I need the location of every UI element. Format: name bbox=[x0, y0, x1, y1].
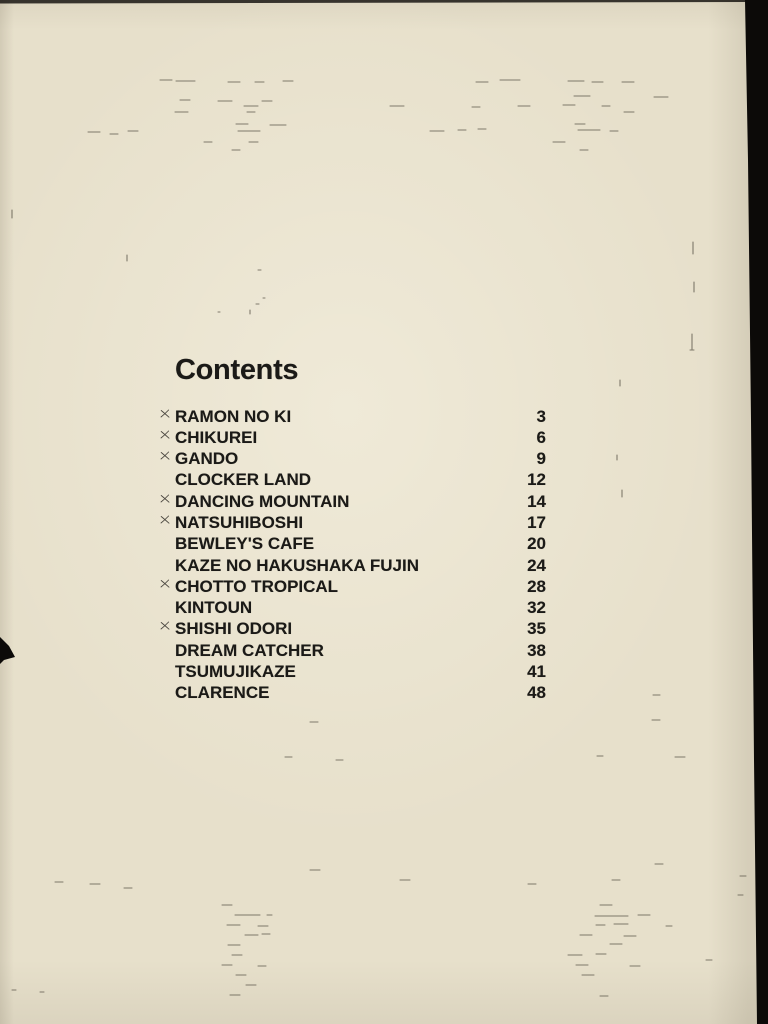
toc-entry bbox=[175, 512, 546, 533]
right-scan-edge-shadow bbox=[745, 0, 768, 1024]
entry-page-number: 6 bbox=[536, 427, 546, 447]
toc-entry bbox=[175, 661, 546, 682]
left-edge-smudge bbox=[0, 637, 15, 664]
entry-title: SHISHI ODORI bbox=[175, 619, 293, 639]
entry-page-number: 28 bbox=[527, 576, 546, 596]
entry-title: KINTOUN bbox=[175, 598, 253, 618]
entry-title: DREAM CATCHER bbox=[175, 640, 324, 660]
entry-page-number: 41 bbox=[527, 662, 546, 682]
handwritten-x-mark bbox=[160, 494, 170, 503]
entry-page-number: 24 bbox=[527, 555, 546, 575]
entry-title: CHOTTO TROPICAL bbox=[175, 576, 339, 596]
handwritten-x-mark bbox=[160, 621, 170, 630]
entry-page-number: 35 bbox=[527, 619, 546, 639]
entry-title: CLARENCE bbox=[175, 683, 270, 703]
entry-title: GANDO bbox=[175, 449, 239, 469]
entry-page-number: 17 bbox=[527, 512, 546, 532]
entry-page-number: 9 bbox=[536, 449, 546, 469]
entry-page-number: 14 bbox=[527, 491, 546, 511]
entry-page-number: 48 bbox=[527, 683, 546, 703]
contents-heading: Contents bbox=[175, 354, 299, 386]
toc-entry bbox=[175, 597, 546, 618]
entry-title: CHIKUREI bbox=[175, 427, 258, 447]
entry-title: RAMON NO KI bbox=[175, 406, 292, 426]
table-of-contents bbox=[175, 406, 546, 704]
toc-entry bbox=[175, 640, 546, 661]
toc-entry bbox=[175, 427, 546, 448]
entry-title: BEWLEY'S CAFE bbox=[175, 534, 315, 554]
toc-entry bbox=[175, 682, 546, 703]
handwritten-x-mark bbox=[160, 409, 170, 418]
handwritten-x-mark bbox=[160, 579, 170, 588]
toc-entry bbox=[175, 491, 546, 512]
toc-entry bbox=[175, 533, 546, 554]
toc-entry bbox=[175, 469, 546, 490]
handwritten-x-mark bbox=[160, 515, 170, 524]
entry-title: CLOCKER LAND bbox=[175, 470, 311, 490]
handwritten-x-mark bbox=[160, 451, 170, 460]
entry-title: DANCING MOUNTAIN bbox=[175, 491, 350, 511]
toc-entry bbox=[175, 576, 546, 597]
entry-title: NATSUHIBOSHI bbox=[175, 512, 304, 532]
entry-title: KAZE NO HAKUSHAKA FUJIN bbox=[175, 555, 419, 575]
toc-entry bbox=[175, 406, 546, 427]
entry-page-number: 12 bbox=[527, 470, 546, 490]
top-scan-edge-line bbox=[0, 0, 746, 4]
entry-page-number: 32 bbox=[527, 598, 546, 618]
entry-title: TSUMUJIKAZE bbox=[175, 662, 296, 682]
toc-entry bbox=[175, 555, 546, 576]
toc-entry bbox=[175, 618, 546, 639]
toc-entry bbox=[175, 448, 546, 469]
handwritten-x-mark bbox=[160, 430, 170, 439]
entry-page-number: 38 bbox=[527, 640, 546, 660]
entry-page-number: 20 bbox=[527, 534, 546, 554]
entry-page-number: 3 bbox=[536, 406, 546, 426]
